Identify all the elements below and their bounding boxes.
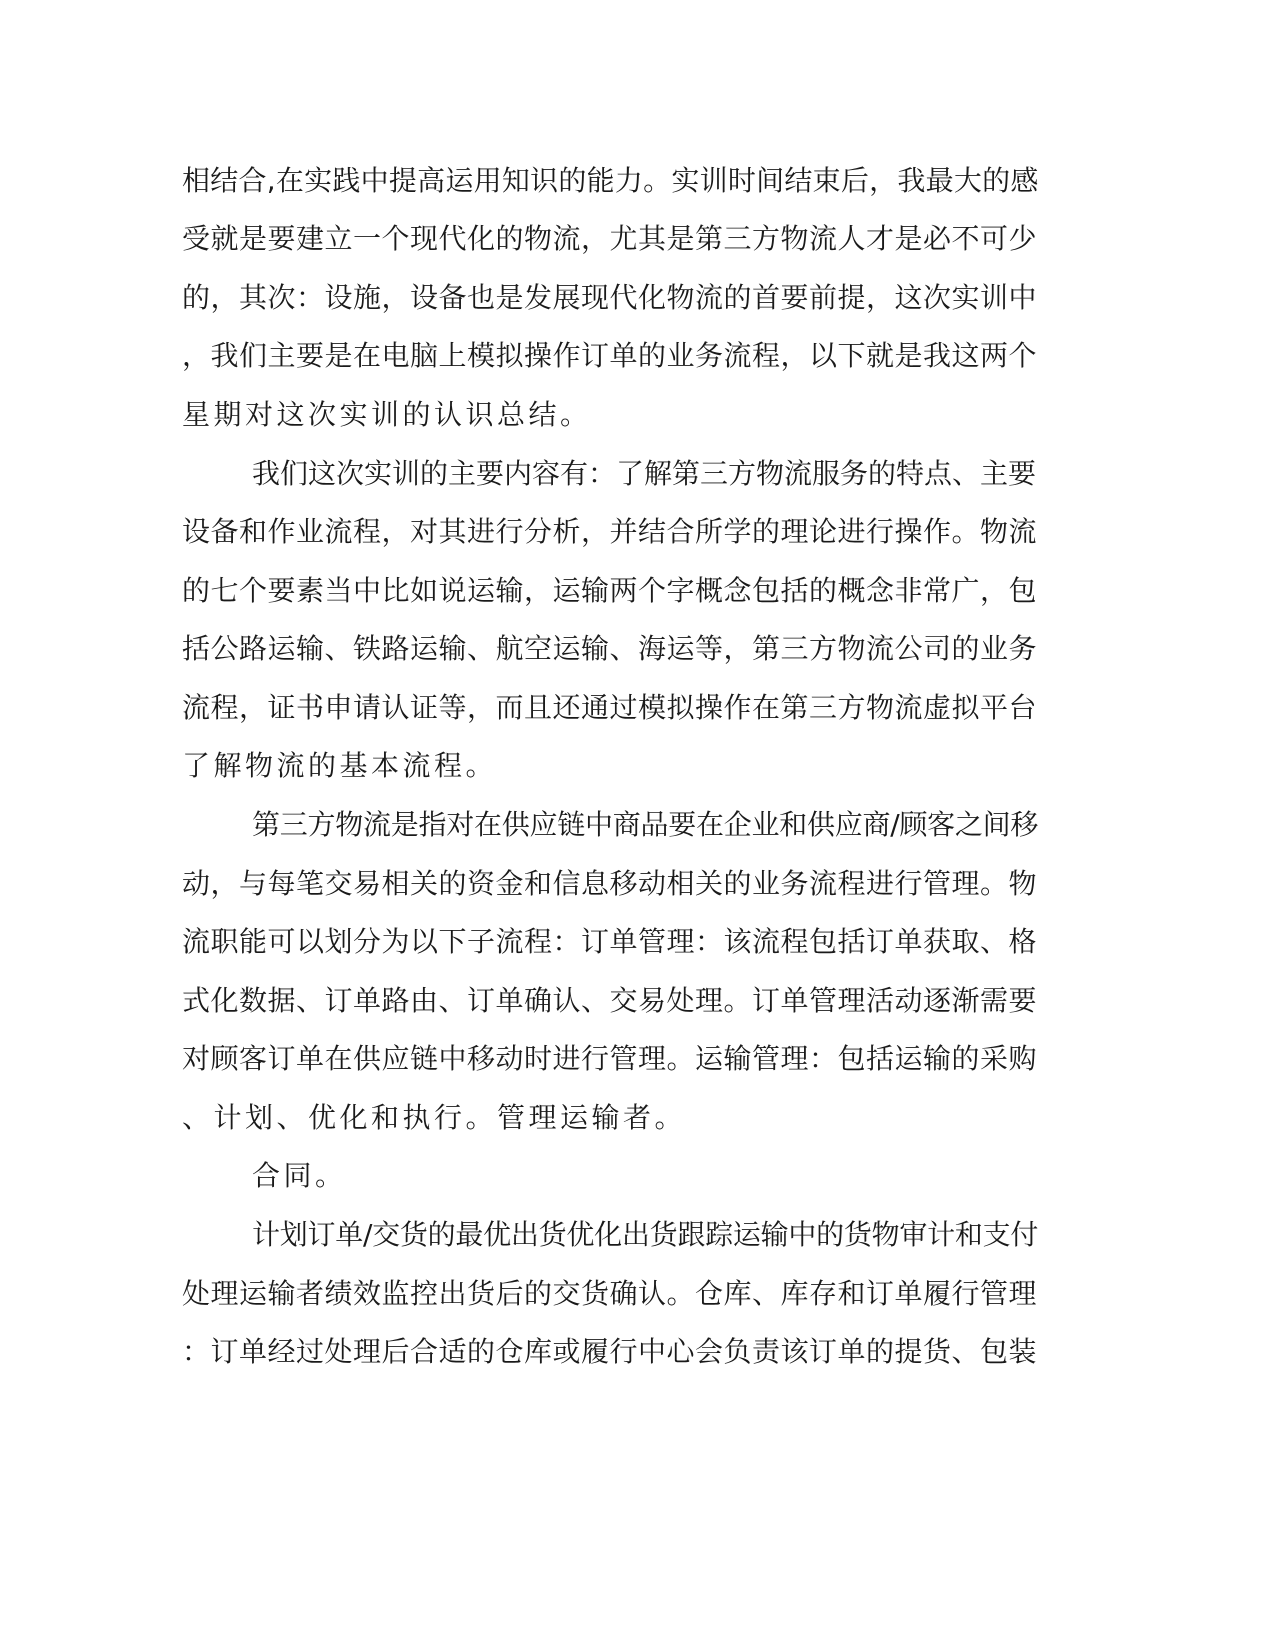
text-line: 星期对这次实训的认识总结。 <box>182 398 592 431</box>
paragraph-first-line: 计划订单/交货的最优出货优化出货跟踪运输中的货物审计和支付 <box>252 1218 1039 1251</box>
text-line: ：订单经过处理后合适的仓库或履行中心会负责该订单的提货、包装 <box>182 1335 1038 1368</box>
text-line: 设备和作业流程，对其进行分析，并结合所学的理论进行操作。物流 <box>182 515 1038 548</box>
text-line: 受就是要建立一个现代化的物流，尤其是第三方物流人才是必不可少 <box>182 222 1038 255</box>
text-line: 、计划、优化和执行。管理运输者。 <box>182 1101 687 1134</box>
text-line: 的七个要素当中比如说运输，运输两个字概念包括的概念非常广，包 <box>182 574 1038 607</box>
text-line: 相结合,在实践中提高运用知识的能力。实训时间结束后，我最大的感 <box>182 164 1039 197</box>
paragraph-first-line: 合同。 <box>252 1159 347 1192</box>
text-line: 了解物流的基本流程。 <box>182 749 498 782</box>
text-line: 流职能可以划分为以下子流程：订单管理：该流程包括订单获取、格 <box>182 925 1038 958</box>
text-line: 括公路运输、铁路运输、航空运输、海运等，第三方物流公司的业务 <box>182 632 1038 665</box>
paragraph-first-line: 我们这次实训的主要内容有：了解第三方物流服务的特点、主要 <box>252 457 1037 490</box>
text-line: 的，其次：设施，设备也是发展现代化物流的首要前提，这次实训中 <box>182 281 1038 314</box>
text-line: ，我们主要是在电脑上模拟操作订单的业务流程，以下就是我这两个 <box>182 339 1038 372</box>
text-line: 对顾客订单在供应链中移动时进行管理。运输管理：包括运输的采购 <box>182 1042 1038 1075</box>
paragraph-first-line: 第三方物流是指对在供应链中商品要在企业和供应商/顾客之间移 <box>252 808 1039 841</box>
text-line: 动，与每笔交易相关的资金和信息移动相关的业务流程进行管理。物 <box>182 867 1038 900</box>
text-line: 处理运输者绩效监控出货后的交货确认。仓库、库存和订单履行管理 <box>182 1277 1038 1310</box>
text-line: 流程，证书申请认证等，而且还通过模拟操作在第三方物流虚拟平台 <box>182 691 1038 724</box>
text-line: 式化数据、订单路由、订单确认、交易处理。订单管理活动逐渐需要 <box>182 984 1038 1017</box>
